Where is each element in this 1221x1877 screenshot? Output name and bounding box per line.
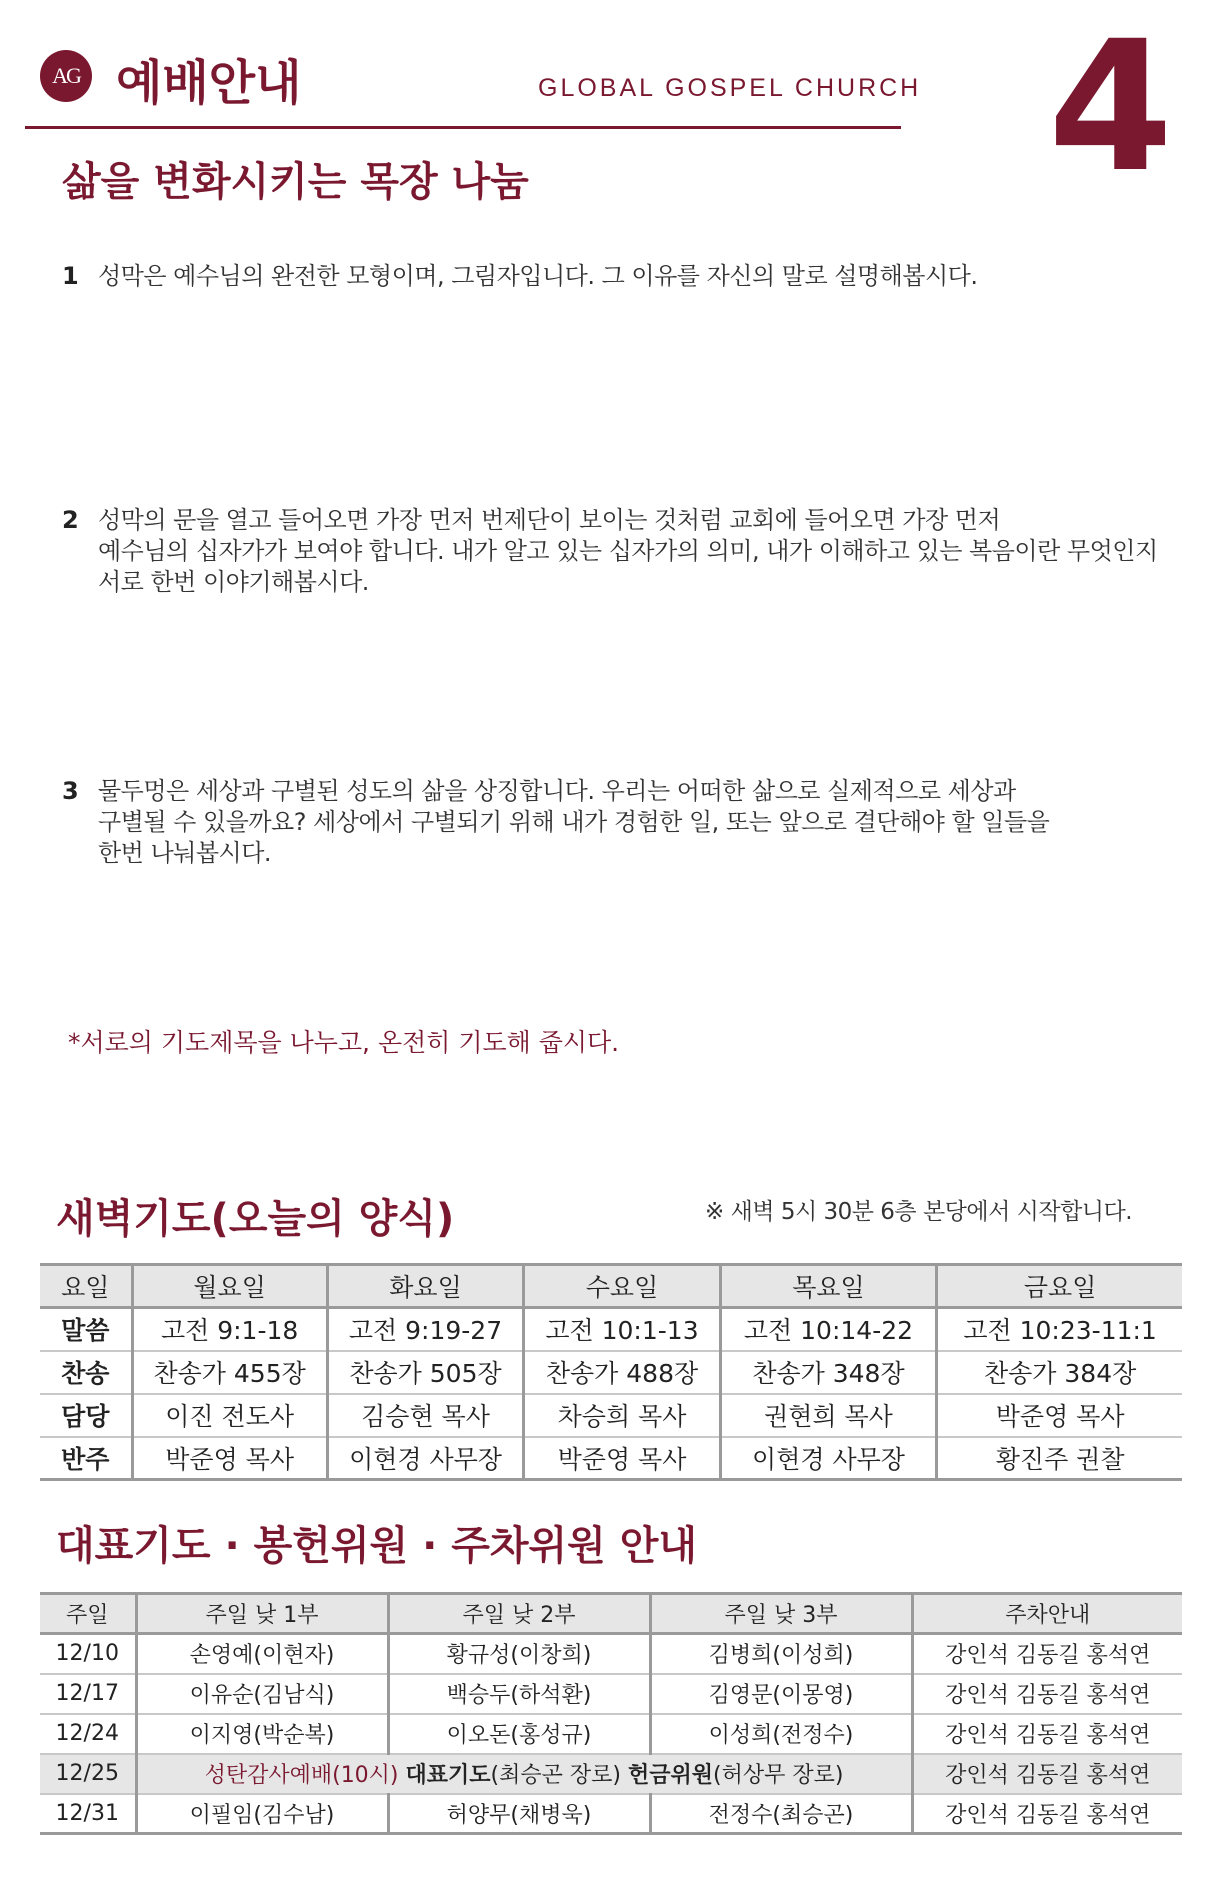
table-row (40, 1674, 1182, 1714)
table-row (40, 1634, 1182, 1674)
christmas-service-name: 성탄감사예배(10시) (204, 1763, 399, 1788)
column-header: 주일 낮 3부 (650, 1594, 912, 1634)
table-cell: 김병희(이성희) (650, 1634, 912, 1674)
row-label: 찬송 (61, 1359, 110, 1388)
page-title: 예배안내 (116, 55, 302, 111)
offering-person: (허상무 장로) (712, 1763, 844, 1788)
prayer-note: *서로의 기도제목을 나누고, 온전히 기도해 줍시다. (68, 1028, 620, 1057)
table-header-row (40, 1594, 1182, 1634)
table-cell: 박준영 목사 (524, 1437, 720, 1480)
christmas-row (40, 1754, 1182, 1794)
table-row (40, 1437, 1182, 1480)
church-name: GLOBAL GOSPEL CHURCH (538, 74, 922, 102)
table-row (40, 1394, 1182, 1437)
table-cell: 찬송가 384장 (937, 1351, 1182, 1394)
dawn-prayer-title: 새벽기도(오늘의 양식) (56, 1196, 455, 1242)
question-number: 2 (62, 506, 79, 534)
dawn-prayer-table (40, 1263, 1182, 1481)
column-header: 주일 낮 1부 (136, 1594, 388, 1634)
table-cell: 전정수(최승곤) (650, 1794, 912, 1834)
church-logo: AG (40, 50, 92, 102)
question-text: 성막은 예수님의 완전한 모형이며, 그림자입니다. 그 이유를 자신의 말로 설명해봅시다. (98, 262, 978, 290)
column-header: 주차안내 (912, 1594, 1182, 1634)
column-header: 요일 (40, 1265, 132, 1308)
table-cell: 박준영 목사 (937, 1394, 1182, 1437)
table-cell: 박준영 목사 (132, 1437, 327, 1480)
row-label: 말씀 (61, 1316, 110, 1346)
table-cell: 이현경 사무장 (327, 1437, 523, 1480)
table-row (40, 1714, 1182, 1754)
table-cell: 차승희 목사 (524, 1394, 720, 1437)
date-cell: 12/25 (55, 1761, 119, 1786)
table-cell: 손영예(이현자) (136, 1634, 388, 1674)
date-cell: 12/24 (55, 1721, 119, 1746)
prayer-label: 대표기도 (405, 1763, 491, 1788)
question-text: 성막의 문을 열고 들어오면 가장 먼저 번제단이 보이는 것처럼 교회에 들어오면 가장 먼저 예수님의 십자가가 보여야 합니다. 내가 알고 있는 십자가의 의미, 내가 이해하고 있는 복음이란 무엇인지 서로 한번 이야기해봅시다. (98, 506, 1158, 596)
parking-cell: 강인석 김동길 홍석연 (912, 1794, 1182, 1834)
column-header: 월요일 (132, 1265, 327, 1308)
prayer-person: (최승곤 장로) (490, 1763, 621, 1788)
table-cell: 찬송가 505장 (327, 1351, 523, 1394)
table-header-row (40, 1265, 1182, 1308)
offering-label: 헌금위원 (627, 1763, 713, 1788)
table-cell: 허양무(채병욱) (388, 1794, 650, 1834)
table-cell: 이진 전도사 (132, 1394, 327, 1437)
table-cell: 이성희(전정수) (650, 1714, 912, 1754)
table-cell: 고전 10:14-22 (720, 1308, 937, 1351)
christmas-service-cell (136, 1754, 912, 1794)
table-cell: 김승현 목사 (327, 1394, 523, 1437)
parking-cell: 강인석 김동길 홍석연 (912, 1634, 1182, 1674)
representatives-title: 대표기도 · 봉헌위원 · 주차위원 안내 (56, 1523, 697, 1569)
table-row (40, 1308, 1182, 1351)
column-header: 주일 낮 2부 (388, 1594, 650, 1634)
date-cell: 12/10 (55, 1641, 119, 1667)
sharing-title: 삶을 변화시키는 목장 나눔 (62, 159, 529, 205)
question-number: 3 (62, 777, 79, 805)
column-header: 목요일 (720, 1265, 937, 1308)
question-number: 1 (62, 262, 79, 290)
row-label: 담당 (61, 1402, 110, 1431)
table-cell: 고전 10:1-13 (524, 1308, 720, 1351)
page-number: 4 (1048, 3, 1174, 212)
question-item (62, 505, 1158, 598)
table-row (40, 1351, 1182, 1394)
question-text: 물두멍은 세상과 구별된 성도의 삶을 상징합니다. 우리는 어떠한 삶으로 실제적으로 세상과 구별될 수 있을까요? 세상에서 구별되기 위해 내가 경험한 일, 또는 앞으로 결단해야 할 일들을 한번 나눠봅시다. (98, 777, 1050, 867)
column-header: 화요일 (327, 1265, 523, 1308)
date-cell: 12/17 (55, 1681, 119, 1706)
column-header: 수요일 (524, 1265, 720, 1308)
table-cell: 고전 9:19-27 (327, 1308, 523, 1351)
table-cell: 이유순(김남식) (136, 1674, 388, 1714)
table-cell: 이현경 사무장 (720, 1437, 937, 1480)
question-item (62, 261, 977, 292)
table-cell: 권현희 목사 (720, 1394, 937, 1437)
column-header: 주일 (40, 1594, 136, 1634)
table-cell: 김영문(이몽영) (650, 1674, 912, 1714)
table-row (40, 1794, 1182, 1834)
dawn-prayer-note: ※ 새벽 5시 30분 6층 본당에서 시작합니다. (705, 1199, 1133, 1225)
table-cell: 찬송가 488장 (524, 1351, 720, 1394)
column-header: 금요일 (937, 1265, 1182, 1308)
table-cell: 고전 9:1-18 (132, 1308, 327, 1351)
table-cell: 황진주 권찰 (937, 1437, 1182, 1480)
table-cell: 황규성(이창희) (388, 1634, 650, 1674)
date-cell: 12/31 (55, 1800, 119, 1826)
table-cell: 이지영(박순복) (136, 1714, 388, 1754)
parking-cell: 강인석 김동길 홍석연 (912, 1674, 1182, 1714)
table-cell: 백승두(하석환) (388, 1674, 650, 1714)
parking-cell: 강인석 김동길 홍석연 (912, 1714, 1182, 1754)
table-cell: 이필임(김수남) (136, 1794, 388, 1834)
table-cell: 고전 10:23-11:1 (937, 1308, 1182, 1351)
table-cell: 이오돈(홍성규) (388, 1714, 650, 1754)
parking-cell: 강인석 김동길 홍석연 (912, 1754, 1182, 1794)
question-item (62, 776, 1049, 869)
representatives-table (40, 1592, 1182, 1835)
header-divider (25, 126, 901, 129)
row-label: 반주 (61, 1444, 110, 1474)
table-cell: 찬송가 348장 (720, 1351, 937, 1394)
table-cell: 찬송가 455장 (132, 1351, 327, 1394)
